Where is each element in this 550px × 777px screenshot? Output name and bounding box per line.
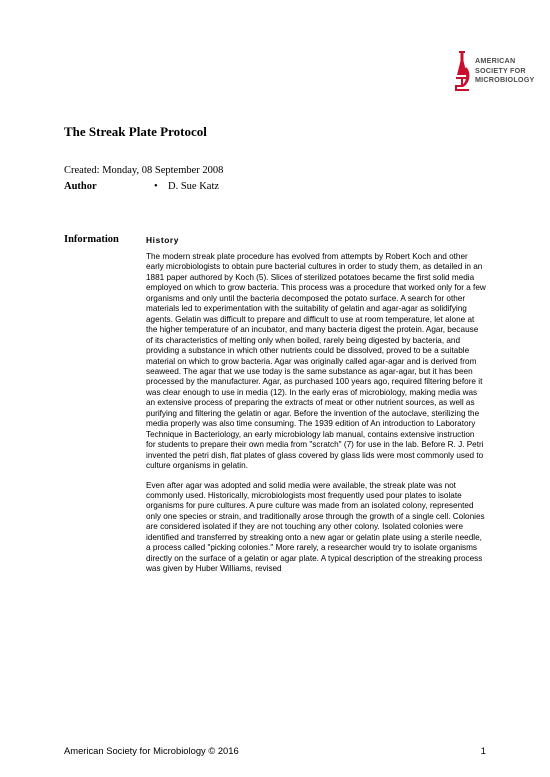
footer-copyright: American Society for Microbiology © 2016 (64, 745, 239, 756)
created-date: Created: Monday, 08 September 2008 (64, 165, 224, 176)
author-name: D. Sue Katz (168, 181, 220, 192)
section-heading-history: History (146, 235, 180, 245)
logo-wordmark (475, 56, 535, 85)
page-number: 1 (480, 745, 486, 756)
paragraph-2: Even after agar was adopted and solid media were available, the streak plate was not commonly used. Historically, microbiologists most frequently used pour plates to isolate organisms for pure cultures. A pure culture was made from an isolated colony, represented only one species or strain, and traditionally arose through the growth of a single cell. Colonies are considered isolated if they are not touching any other colony. Isolated colonies were identified and transferred by streaking onto a new agar or gelatin plate using a sterile needle, a process called "picking colonies." More rarely, a researcher would try to isolate organisms directly on the surface of a gelatin or agar plate. A typical description of the streaking process was given by Huber Williams, revised (146, 480, 485, 574)
author-entry (154, 181, 219, 192)
asm-logo (453, 49, 535, 97)
document-title: The Streak Plate Protocol (64, 124, 207, 139)
logo-line-2: SOCIETY FOR (475, 65, 526, 75)
author-label: Author (64, 181, 97, 192)
paragraph-1: The modern streak plate procedure has evolved from attempts by Robert Koch and other early microbiologists to obtain pure bacterial cultures in order to study them, as detailed in an 1881 paper authored by Koch (5). Slices of sterilized potatoes became the first solid media employed on which to grow bacteria. This process was a procedure that worked only for a few organisms and only until the bacteria decomposed the potato surface. A search for other materials led to experimentation with the suitability of gelatin and agar-agar as solidifying agents. Gelatin was difficult to prepare and difficult to use at room temperature, let alone at the higher temperature of an incubator, and many bacteria digest the protein. Agar, because of its characteristics of melting only when boiled, rarely being digested by bacteria, and providing a substance in which other nutrients could be dissolved, proved to be a suitable material on which to grow bacteria. Agar was originally called agar-agar and is derived from seaweed. The agar that we use today is the same substance as agar-agar, but it has been processed by the manufacturer. Agar, as purchased 100 years ago, required filtering before it was clear enough to use in media (12). In the early eras of microbiology, making media was an extensive process of preparing the extracts of meat or other nutrient sources, as well as purifying and filtering the gelatin or agar. Before the invention of the autoclave, sterilizing the media properly was also time consuming. The 1939 edition of An introduction to Laboratory Technique in Bacteriology, an early microbiology lab manual, contains extensive instruction for students to prepare their own media from "scratch" (7) for use in the lab. Before R. J. Petri invented the petri dish, flat plates of glass covered by glass lids were most commonly used to culture organisms in gelatin. (146, 252, 486, 471)
microscope-flask-icon (453, 49, 471, 95)
information-label: Information (64, 234, 119, 245)
history-body (146, 252, 486, 584)
logo-line-1: AMERICAN (475, 56, 516, 65)
logo-line-3: MICROBIOLOGY (475, 75, 535, 85)
bullet: • (154, 181, 158, 192)
